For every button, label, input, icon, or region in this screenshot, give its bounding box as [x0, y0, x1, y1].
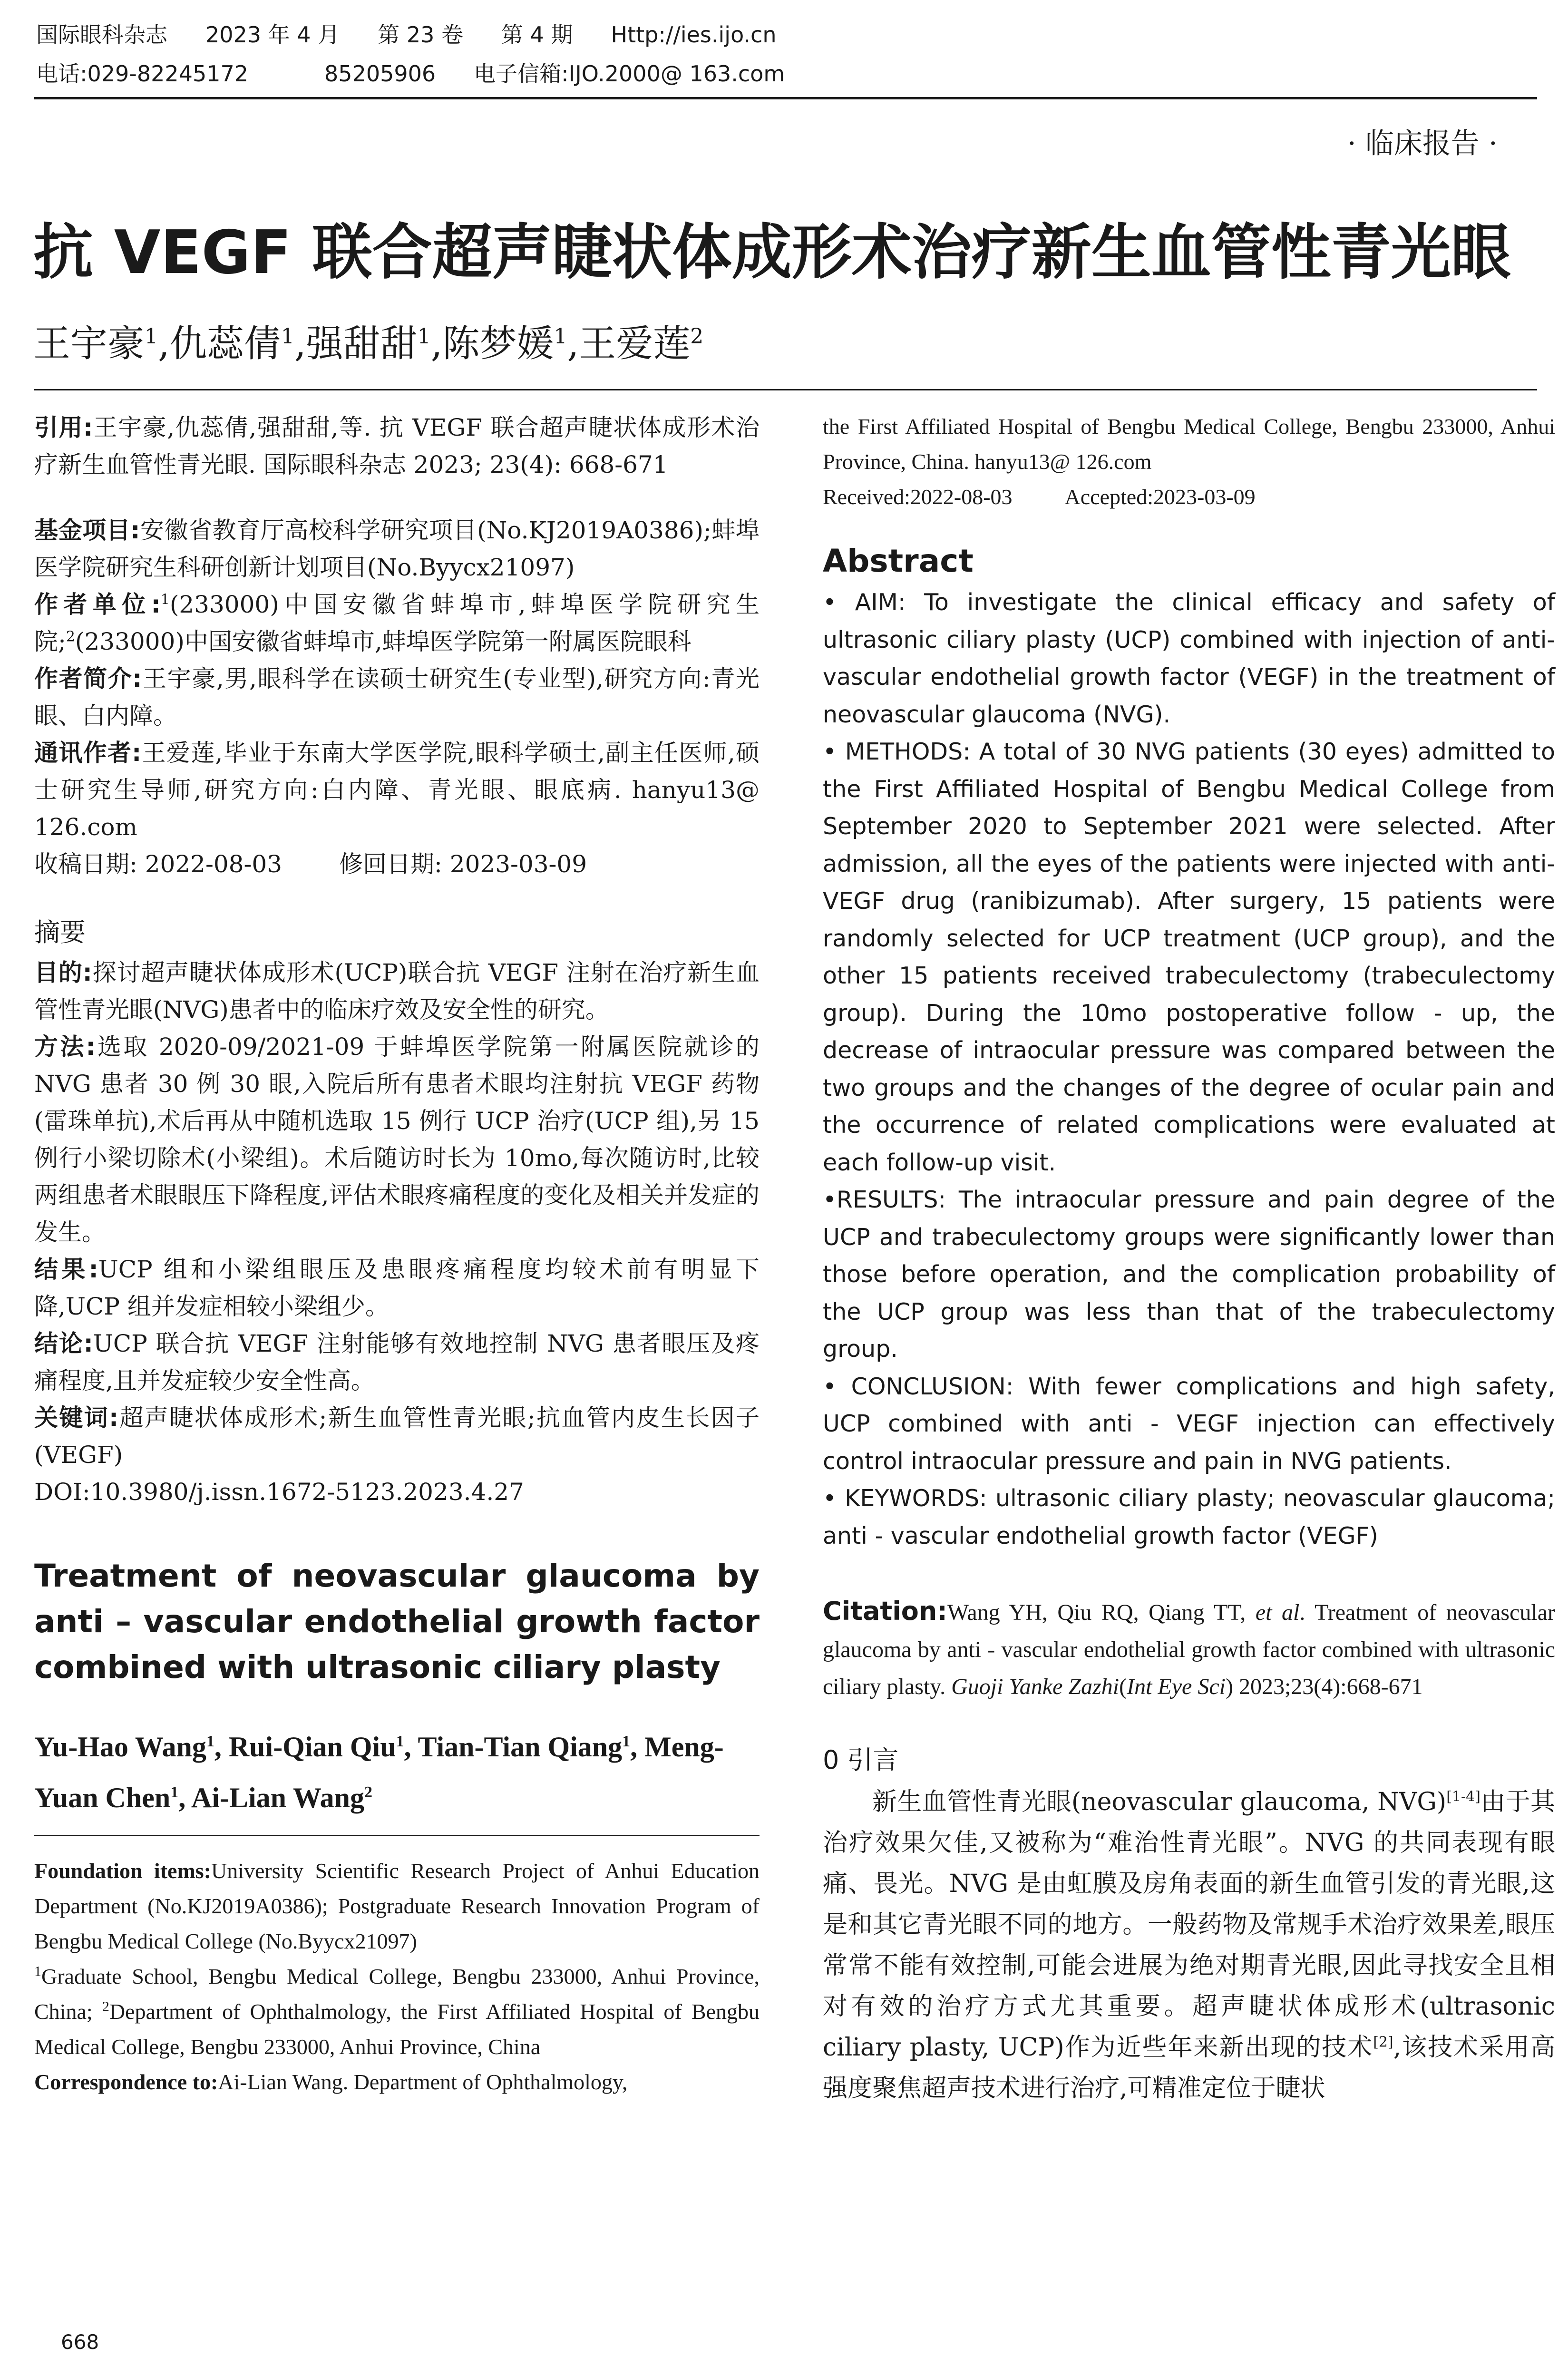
affiliation-marker: 1 — [554, 324, 567, 349]
author-name: Yu-Hao Wang — [34, 1731, 206, 1763]
fund-info: 基金项目:安徽省教育厅高校科学研究项目(No.KJ2019A0386);蚌埠医学院研究生科研创新计划项目(No.Byycx21097) — [34, 516, 760, 581]
author-rule — [34, 389, 1537, 390]
author-separator: , — [294, 322, 306, 365]
author-name: Meng-Yuan Chen — [34, 1731, 724, 1813]
author-separator: , — [158, 322, 170, 365]
author-list-cn — [33, 314, 703, 367]
author-list-en — [34, 1719, 760, 1821]
citation-en: Citation:Wang YH, Qiu RQ, Qiang TT, et al. Treatment of neovascular glaucoma by anti - vascular endothelial growth factor combined with ultrasonic ciliary plasty. Guoji Yanke Zazhi(Int Eye Sci) 2023;23(4):668-671 — [823, 1596, 1555, 1699]
dates-en: Received:2022-08-03 Accepted:2023-03-09 — [823, 485, 1256, 509]
affiliation-marker: 2 — [690, 324, 704, 349]
author-separator: , — [430, 322, 443, 365]
author-separator: , — [404, 1731, 418, 1763]
phone-2: 85205906 — [324, 61, 436, 87]
affiliations-en: $^1$Graduate School, Bengbu Medical College, Bengbu 233000, Anhui Province, China; $^2$Department of Ophthalmology, the First Affiliated Hospital of Bengbu Medical College, Bengbu 233000, Anhui Province, China — [34, 1963, 760, 2059]
journal-url[interactable]: Http://ies.ijo.cn — [611, 22, 777, 48]
running-header — [36, 22, 815, 48]
affiliation-marker: 1 — [206, 1733, 214, 1750]
english-authors-rule — [34, 1835, 760, 1836]
author-name: 王爱莲 — [579, 322, 691, 365]
abstract-aim-en: • AIM: To investigate the clinical efficacy and safety of ultrasonic ciliary plasty (UCP) combined with injection of anti-vascular endothelial growth factor (VEGF) in the treatment of neovascular glaucoma (NVG). — [823, 589, 1555, 728]
affiliation-marker: 2 — [364, 1783, 372, 1801]
abstract-aim-cn: 目的:探讨超声睫状体成形术(UCP)联合抗 VEGF 注射在治疗新生血管性青光眼(NVG)患者中的临床疗效及安全性的研究。 — [34, 959, 760, 1023]
abstract-heading-cn: 摘要 — [34, 917, 86, 947]
section-heading-intro: 0 引言 — [823, 1745, 899, 1775]
abstract-results-en: •RESULTS: The intraocular pressure and pain degree of the UCP and trabeculectomy groups were significantly lower than those before operation, and the complication probability of the UCP group was less than that of the trabeculectomy group. — [823, 1186, 1555, 1363]
keywords-en: • KEYWORDS: ultrasonic ciliary plasty; neovascular glaucoma; anti - vascular endothelial growth factor (VEGF) — [823, 1485, 1555, 1549]
keywords-cn: 关键词:超声睫状体成形术;新生血管性青光眼;抗血管内皮生长因子(VEGF) — [34, 1404, 760, 1469]
dates-cn: 收稿日期: 2022-08-03 修回日期: 2023-03-09 — [34, 850, 587, 878]
abstract-heading-en: Abstract — [823, 543, 974, 579]
author-name: 王宇豪 — [33, 322, 145, 365]
doi[interactable]: DOI:10.3980/j.issn.1672-5123.2023.4.27 — [34, 1478, 524, 1506]
contact-line — [36, 61, 823, 87]
author-separator: , — [214, 1731, 229, 1763]
author-name: 仇蕊倩 — [169, 322, 281, 365]
author-name: Ai-Lian Wang — [191, 1782, 364, 1813]
author-separator: , — [567, 322, 579, 365]
corresponding-author: 通讯作者:王爱莲,毕业于东南大学医学院,眼科学硕士,副主任医师,硕士研究生导师,研究方向:白内障、青光眼、眼底病. hanyu13@ 126.com — [34, 739, 760, 841]
author-separator: , — [178, 1782, 191, 1813]
author-name: Rui-Qian Qiu — [228, 1731, 396, 1763]
abstract-conclusion-cn: 结论:UCP 联合抗 VEGF 注射能够有效地控制 NVG 患者眼压及疼痛程度,且并发症较少安全性高。 — [34, 1330, 760, 1394]
citation-cn: 引用:王宇豪,仇蕊倩,强甜甜,等. 抗 VEGF 联合超声睫状体成形术治疗新生血管性青光眼. 国际眼科杂志 2023; 23(4): 668-671 — [34, 414, 760, 478]
author-name: Tian-Tian Qiang — [418, 1731, 623, 1763]
author-separator: , — [630, 1731, 645, 1763]
affiliation-marker: 1 — [622, 1733, 631, 1750]
intro-paragraph: 新生血管性青光眼(neovascular glaucoma, NVG)[1-4]由于其治疗效果欠佳,又被称为“难治性青光眼”。NVG 的共同表现有眼痛、畏光。NVG 是由虹膜及房角表面的新生血管引发的青光眼,这是和其它青光眼不同的地方。一般药物及常规手术治疗效果差,眼压常常不能有效控制,可能会进展为绝对期青光眼,因此寻找安全且相对有效的治疗方式尤其重要。超声睫状体成形术(ultrasonic ciliary plasty, UCP)作为近些年来新出现的技术[2],该技术采用高强度聚焦超声技术进行治疗,可精准定位于睫状 — [823, 1788, 1556, 2103]
author-intro: 作者简介:王宇豪,男,眼科学在读硕士研究生(专业型),研究方向:青光眼、白内障。 — [34, 665, 760, 730]
foundation-items: Foundation items:University Scientific Research Project of Anhui Education Department (No.KJ2019A0386); Postgraduate Research Innovation Program of Bengbu Medical College (No.Byycx21097) — [34, 1859, 760, 1953]
author-name: 强甜甜 — [306, 322, 418, 365]
phone: 电话:029-82245172 — [36, 61, 249, 87]
affiliation-marker: 1 — [417, 324, 431, 349]
right-column — [823, 409, 1555, 2109]
issue-date: 2023 年 4 月 — [205, 22, 340, 48]
issue-number: 第 4 期 — [501, 22, 573, 48]
article-title-en: Treatment of neovascular glaucoma by anti – vascular endothelial growth factor combined with ultrasonic ciliary plasty — [34, 1558, 760, 1685]
affiliation-marker: 1 — [396, 1733, 404, 1750]
email[interactable]: 电子信箱:IJO.2000@ 163.com — [474, 61, 785, 87]
correspondence-continued: the First Affiliated Hospital of Bengbu Medical College, Bengbu 233000, Anhui Province, China. hanyu13@ 126.com — [823, 414, 1555, 474]
affiliation-marker: 1 — [145, 324, 158, 349]
abstract-conclusion-en: • CONCLUSION: With fewer complications and high safety, UCP combined with anti - VEGF injection can effectively control intraocular pressure and pain in NVG patients. — [823, 1373, 1555, 1475]
author-name: 陈梦媛 — [442, 322, 554, 365]
abstract-methods-cn: 方法:选取 2020-09/2021-09 于蚌埠医学院第一附属医院就诊的 NVG 患者 30 例 30 眼,入院后所有患者术眼均注射抗 VEGF 药物(雷珠单抗),术后再从中随机选取 15 例行 UCP 治疗(UCP 组),另 15 例行小梁切除术(小梁组)。术后随访时长为 10mo,每次随访时,比较两组患者术眼眼压下降程度,评估术眼疼痛程度的变化及相关并发症的发生。 — [34, 1033, 760, 1246]
affiliation-marker: 1 — [281, 324, 294, 349]
header-rule — [34, 97, 1537, 99]
column-label: · 临床报告 · — [1347, 127, 1498, 160]
article-title-cn: 抗 VEGF 联合超声睫状体成形术治疗新生血管性青光眼 — [33, 217, 1511, 287]
page-number: 668 — [61, 2330, 99, 2354]
correspondence-en: Correspondence to:Ai-Lian Wang. Department of Ophthalmology, — [34, 2070, 628, 2094]
volume: 第 23 卷 — [378, 22, 463, 48]
journal-name: 国际眼科杂志 — [36, 22, 167, 48]
left-column — [34, 409, 760, 2100]
affiliation-marker: 1 — [170, 1783, 179, 1801]
author-units: 作者单位:$^1$(233000)中国安徽省蚌埠市,蚌埠医学院研究生院;$^2$(233000)中国安徽省蚌埠市,蚌埠医学院第一附属医院眼科 — [34, 591, 760, 655]
abstract-methods-en: • METHODS: A total of 30 NVG patients (30 eyes) admitted to the First Affiliated Hospital of Bengbu Medical College from September 2020 to September 2021 were selected. After admission, all the eyes of the patients were injected with anti-VEGF drug (ranibizumab). After surgery, 15 patients were randomly selected for UCP treatment (UCP group), and the other 15 patients received trabeculectomy (trabeculectomy group). During the 10mo postoperative follow - up, the decrease of intraocular pressure was compared between the two groups and the changes of the degree of ocular pain and the occurrence of related complications were evaluated at each follow-up visit. — [823, 738, 1556, 1176]
abstract-results-cn: 结果:UCP 组和小梁组眼压及患眼疼痛程度均较术前有明显下降,UCP 组并发症相较小梁组少。 — [34, 1256, 760, 1320]
